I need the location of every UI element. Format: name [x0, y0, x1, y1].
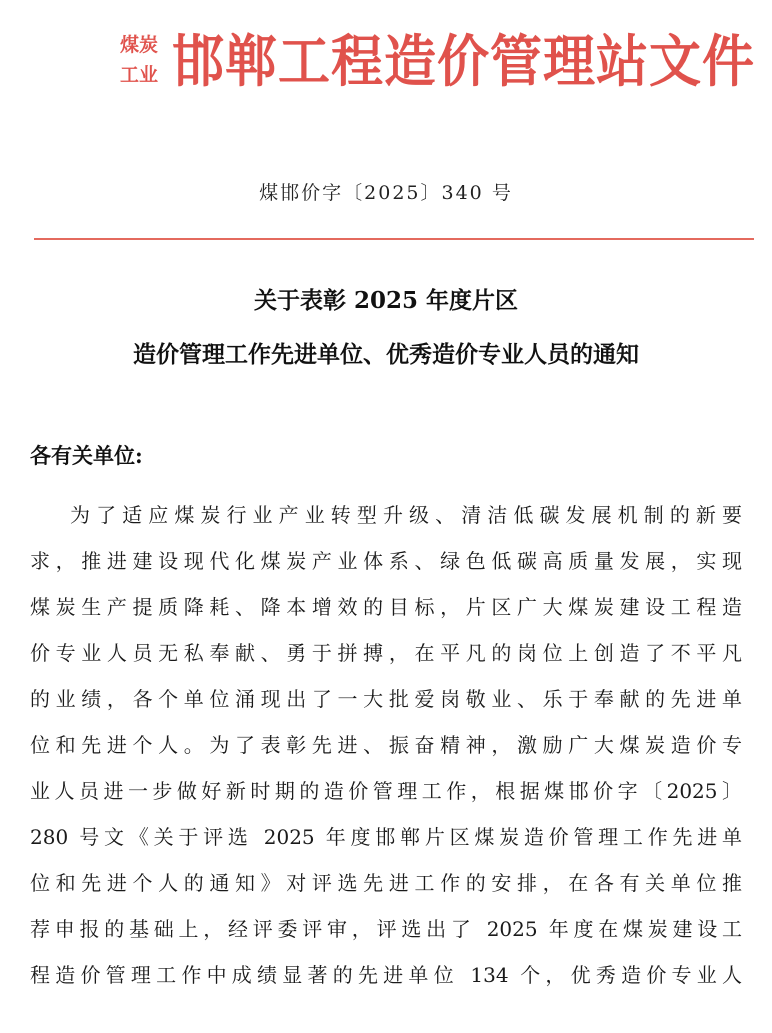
body-line: 程造价管理工作中成绩显著的先进单位 134 个，优秀造价专业人 [30, 963, 742, 987]
body-line: 位和先进个人的通知》对评选先进工作的安排，在各有关单位推 [30, 871, 742, 895]
salutation: 各有关单位: [30, 443, 143, 468]
document-number: 煤邯价字〔2025〕340 号 [259, 182, 513, 204]
issuer-name: 邯郸工程造价管理站文件 [172, 29, 756, 96]
notice-title-line1: 关于表彰 2025 年度片区 [253, 287, 519, 314]
notice-title-line2: 造价管理工作先进单位、优秀造价专业人员的通知 [133, 341, 639, 368]
body-line: 煤炭生产提质降耗、降本增效的目标，片区广大煤炭建设工程造 [30, 595, 742, 619]
issuer-prefix-line2: 工业 [120, 64, 159, 86]
body-line: 求，推进建设现代化煤炭产业体系、绿色低碳高质量发展，实现 [30, 549, 742, 573]
issuer-prefix [120, 30, 170, 90]
body-line: 位和先进个人。为了表彰先进、振奋精神，激励广大煤炭造价专 [30, 733, 742, 757]
body-line: 280 号文《关于评选 2025 年度邯郸片区煤炭造价管理工作先进单 [30, 825, 742, 849]
body-line: 为了适应煤炭行业产业转型升级、清洁低碳发展机制的新要 [70, 503, 742, 527]
notice-body [30, 492, 742, 998]
body-line: 的业绩，各个单位涌现出了一大批爱岗敬业、乐于奉献的先进单 [30, 687, 742, 711]
issuer-prefix-line1: 煤炭 [120, 34, 159, 56]
body-line: 荐申报的基础上，经评委评审，评选出了 2025 年度在煤炭建设工 [30, 917, 742, 941]
body-line: 价专业人员无私奉献、勇于拼搏，在平凡的岗位上创造了不平凡 [30, 641, 742, 665]
document-header [0, 18, 772, 108]
red-divider [34, 238, 754, 240]
body-line: 业人员进一步做好新时期的造价管理工作，根据煤邯价字〔2025〕 [30, 779, 742, 803]
